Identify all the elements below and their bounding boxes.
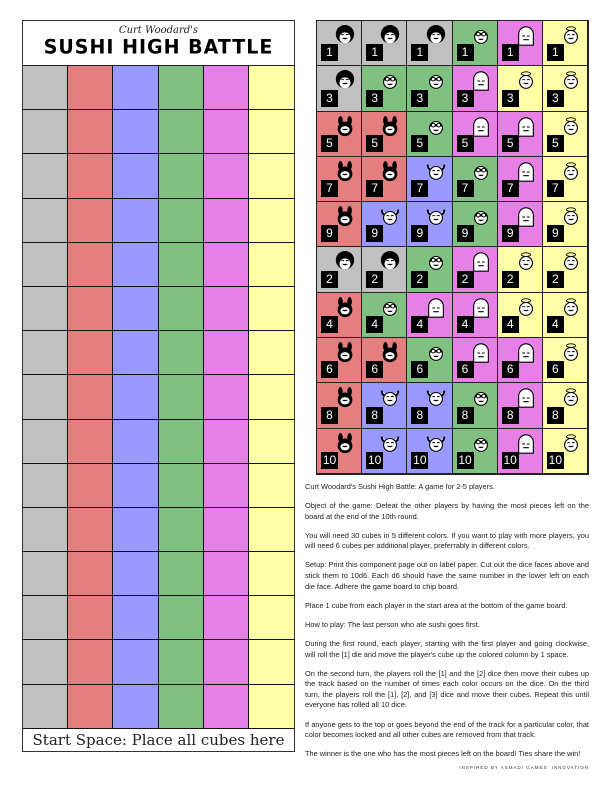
- die-face: [317, 202, 362, 247]
- die-face: [543, 247, 588, 292]
- die-number: 4: [366, 316, 383, 333]
- board-title: SUSHI HIGH BATTLE: [43, 35, 274, 59]
- track-space: [68, 685, 113, 729]
- die-number: 5: [502, 135, 519, 152]
- die-face: [498, 383, 543, 428]
- die-face: [317, 112, 362, 157]
- die-face: [543, 112, 588, 157]
- track-space: [68, 464, 113, 508]
- die-face: [498, 66, 543, 111]
- die-number: 4: [457, 316, 474, 333]
- die-face: [317, 157, 362, 202]
- die-face: [543, 338, 588, 383]
- dice-faces-sheet: [316, 20, 589, 475]
- track-space: [249, 287, 294, 331]
- die-face: [498, 429, 543, 474]
- die-face: [498, 21, 543, 66]
- track-space: [23, 508, 68, 552]
- track-space: [159, 154, 204, 198]
- start-space: Start Space: Place all cubes here: [32, 730, 285, 749]
- die-face: [543, 293, 588, 338]
- track-space: [159, 552, 204, 596]
- credit-line: INSPIRED BY ASMADI GAMES' INNOVATION: [459, 765, 589, 771]
- track-space: [204, 508, 249, 552]
- track-space: [249, 685, 294, 729]
- track-space: [204, 375, 249, 419]
- die-face: [362, 247, 407, 292]
- die-face: [317, 338, 362, 383]
- track-space: [204, 552, 249, 596]
- track-space: [159, 685, 204, 729]
- die-number: 7: [366, 180, 383, 197]
- track-space: [204, 110, 249, 154]
- track-space: [113, 243, 158, 287]
- die-number: 2: [321, 271, 338, 288]
- track-space: [159, 243, 204, 287]
- die-number: 6: [321, 361, 338, 378]
- rules-text: [305, 482, 589, 774]
- die-number: 6: [411, 361, 428, 378]
- track-space: [204, 596, 249, 640]
- track-space: [159, 66, 204, 110]
- die-number: 10: [458, 452, 472, 467]
- track-space: [23, 552, 68, 596]
- die-number: 2: [502, 271, 519, 288]
- track-space: [159, 640, 204, 684]
- track-space: [113, 287, 158, 331]
- die-number: 1: [457, 44, 474, 61]
- track-space: [204, 685, 249, 729]
- die-number: 1: [411, 44, 428, 61]
- die-number: 9: [366, 225, 383, 242]
- track-space: [204, 154, 249, 198]
- die-number: 6: [366, 361, 383, 378]
- track-space: [68, 596, 113, 640]
- die-face: [453, 293, 498, 338]
- track-space: [68, 243, 113, 287]
- die-face: [453, 112, 498, 157]
- die-number: 7: [457, 180, 474, 197]
- die-face: [498, 112, 543, 157]
- rules-paragraph: Object of the game: Defeat the other players by having the most pieces left on the board at the end of the 10th round.: [305, 501, 589, 521]
- die-number: 3: [321, 90, 338, 107]
- rules-paragraph: During the first round, each player, starting with the first player and going clockwise, will roll the [1] die and move the player's cube up the colored column by 1 space.: [305, 638, 589, 659]
- die-face: [543, 66, 588, 111]
- die-face: [453, 338, 498, 383]
- die-number: 7: [502, 180, 519, 197]
- die-number: 6: [457, 361, 474, 378]
- game-board: [22, 20, 295, 752]
- die-number: 10: [322, 452, 337, 467]
- die-face: [453, 202, 498, 247]
- rules-paragraph: Curt Woodard's Sushi High Battle: A game for 2-5 players.: [305, 482, 495, 491]
- rules-paragraph: You will need 30 cubes in 5 different colors. If you want to play with more players, you will need 6 cubes per additional player, preferrably in different colors.: [305, 530, 589, 551]
- track-space: [23, 243, 68, 287]
- die-face: [453, 157, 498, 202]
- die-face: [407, 21, 452, 66]
- die-face: [543, 21, 588, 66]
- die-face: [498, 157, 543, 202]
- track-space: [68, 110, 113, 154]
- die-number: 4: [411, 316, 428, 333]
- die-face: [407, 383, 452, 428]
- track-space: [113, 508, 158, 552]
- track-space: [249, 596, 294, 640]
- track-space: [68, 375, 113, 419]
- track-space: [159, 287, 204, 331]
- track-space: [159, 199, 204, 243]
- die-number: 8: [321, 407, 338, 424]
- track-space: [159, 110, 204, 154]
- die-number: 1: [547, 44, 564, 61]
- die-number: 5: [366, 135, 383, 152]
- rules-paragraph: On the second turn, the players roll the [1] and the [2] dice then move their cubes up the track based on the number of times each color occurs on the dice. On the third turn, the players roll the [1], [2], and [3] dice and move their cubes. Repeat this until everyone has rolled all 10 dice.: [305, 668, 589, 710]
- die-face: [407, 338, 452, 383]
- die-number: 9: [321, 225, 338, 242]
- rules-paragraph: How to play: The last person who ate sushi goes first.: [305, 619, 480, 629]
- die-face: [543, 429, 588, 474]
- track-space: [68, 640, 113, 684]
- die-face: [407, 429, 452, 474]
- die-face: [362, 383, 407, 428]
- die-number: 8: [366, 407, 383, 424]
- die-number: 5: [457, 135, 474, 152]
- die-face: [362, 112, 407, 157]
- track-space: [68, 199, 113, 243]
- track-space: [249, 420, 294, 464]
- track-space: [23, 287, 68, 331]
- track-space: [23, 420, 68, 464]
- rules-paragraph: Place 1 cube from each player in the start area at the bottom of the game board.: [305, 600, 568, 610]
- die-face: [362, 338, 407, 383]
- track-space: [113, 552, 158, 596]
- track-space: [113, 375, 158, 419]
- die-number: 9: [502, 225, 519, 242]
- die-face: [453, 21, 498, 66]
- die-face: [362, 157, 407, 202]
- die-face: [543, 202, 588, 247]
- die-number: 8: [547, 407, 564, 424]
- die-number: 10: [367, 452, 382, 467]
- die-face: [362, 429, 407, 474]
- track-space: [159, 331, 204, 375]
- die-number: 7: [547, 180, 564, 197]
- track-space: [23, 596, 68, 640]
- track-space: [249, 110, 294, 154]
- track-space: [204, 640, 249, 684]
- die-face: [407, 293, 452, 338]
- track-space: [159, 464, 204, 508]
- track-space: [113, 420, 158, 464]
- die-face: [453, 247, 498, 292]
- rules-paragraph: If anyone gets to the top or goes beyond the end of the track for a particular color, that color becomes locked and all other cubes are removed from that track.: [305, 719, 589, 740]
- track-space: [249, 199, 294, 243]
- track-space: [68, 154, 113, 198]
- die-number: 2: [547, 271, 564, 288]
- track-space: [249, 552, 294, 596]
- track-space: [204, 331, 249, 375]
- die-number: 7: [321, 180, 338, 197]
- die-face: [407, 112, 452, 157]
- track-space: [159, 420, 204, 464]
- track-space: [68, 420, 113, 464]
- track-space: [204, 464, 249, 508]
- die-number: 3: [457, 90, 474, 107]
- die-number: 10: [548, 452, 562, 467]
- die-number: 3: [411, 90, 428, 107]
- track-space: [204, 66, 249, 110]
- die-face: [317, 429, 362, 474]
- track-space: [23, 640, 68, 684]
- die-face: [317, 293, 362, 338]
- track-space: [23, 199, 68, 243]
- die-number: 9: [547, 225, 564, 242]
- track-space: [249, 375, 294, 419]
- die-face: [498, 202, 543, 247]
- die-face: [407, 202, 452, 247]
- die-face: [317, 21, 362, 66]
- die-face: [407, 66, 452, 111]
- track-space: [68, 508, 113, 552]
- track-space: [159, 596, 204, 640]
- die-number: 6: [502, 361, 519, 378]
- die-number: 5: [411, 135, 428, 152]
- die-number: 3: [502, 90, 519, 107]
- track-space: [204, 243, 249, 287]
- die-number: 8: [502, 407, 519, 424]
- track-space: [113, 640, 158, 684]
- track-space: [249, 243, 294, 287]
- track-space: [68, 287, 113, 331]
- track-space: [23, 375, 68, 419]
- track-space: [23, 66, 68, 110]
- die-number: 10: [413, 452, 427, 467]
- track-space: [113, 199, 158, 243]
- track-space: [68, 552, 113, 596]
- track-space: [23, 464, 68, 508]
- track-space: [159, 375, 204, 419]
- die-face: [407, 247, 452, 292]
- track-space: [68, 331, 113, 375]
- die-face: [362, 66, 407, 111]
- die-face: [543, 383, 588, 428]
- track-space: [23, 331, 68, 375]
- die-face: [407, 157, 452, 202]
- die-face: [453, 429, 498, 474]
- die-number: 5: [547, 135, 564, 152]
- track-space: [113, 685, 158, 729]
- track-space: [113, 596, 158, 640]
- die-number: 1: [502, 44, 519, 61]
- die-number: 8: [411, 407, 428, 424]
- die-number: 3: [547, 90, 564, 107]
- die-face: [317, 66, 362, 111]
- track-space: [204, 199, 249, 243]
- die-number: 4: [321, 316, 338, 333]
- die-face: [362, 21, 407, 66]
- die-face: [317, 383, 362, 428]
- track-space: [249, 464, 294, 508]
- die-face: [362, 202, 407, 247]
- die-number: 2: [457, 271, 474, 288]
- track-space: [159, 508, 204, 552]
- die-number: 2: [366, 271, 383, 288]
- die-number: 9: [457, 225, 474, 242]
- track-space: [113, 464, 158, 508]
- track-space: [68, 66, 113, 110]
- die-face: [498, 338, 543, 383]
- track-space: [204, 287, 249, 331]
- track-space: [23, 154, 68, 198]
- track-space: [113, 66, 158, 110]
- track-space: [249, 66, 294, 110]
- rules-paragraph: Setup: Print this component page out on label paper. Cut out the dice faces above and stick them to 10d6. Each d6 should have the same number in the lower left on each die face. Adhere the game board to chip board.: [305, 560, 589, 591]
- track-space: [249, 640, 294, 684]
- rules-paragraph: The winner is the one who has the most pieces left on the board! Ties share the win!: [305, 749, 581, 759]
- die-number: 7: [411, 180, 428, 197]
- die-face: [453, 383, 498, 428]
- track-space: [249, 508, 294, 552]
- die-number: 2: [411, 271, 428, 288]
- die-number: 9: [411, 225, 428, 242]
- track-space: [204, 420, 249, 464]
- die-face: [498, 247, 543, 292]
- track-space: [249, 331, 294, 375]
- die-number: 3: [366, 90, 383, 107]
- die-face: [498, 293, 543, 338]
- track-space: [23, 110, 68, 154]
- die-number: 1: [366, 44, 383, 61]
- track-space: [113, 331, 158, 375]
- die-number: 10: [503, 452, 517, 467]
- die-number: 4: [502, 316, 519, 333]
- color-track-grid: [23, 66, 294, 729]
- track-space: [249, 154, 294, 198]
- board-title-block: [23, 21, 294, 66]
- track-space: [113, 110, 158, 154]
- die-number: 5: [321, 135, 338, 152]
- board-subtitle: Curt Woodard's: [118, 25, 199, 36]
- die-face: [543, 157, 588, 202]
- track-space: [23, 685, 68, 729]
- die-face: [362, 293, 407, 338]
- die-number: 4: [547, 316, 564, 333]
- die-number: 8: [457, 407, 474, 424]
- track-space: [113, 154, 158, 198]
- die-number: 6: [547, 361, 564, 378]
- die-face: [317, 247, 362, 292]
- die-face: [453, 66, 498, 111]
- die-number: 1: [321, 44, 338, 61]
